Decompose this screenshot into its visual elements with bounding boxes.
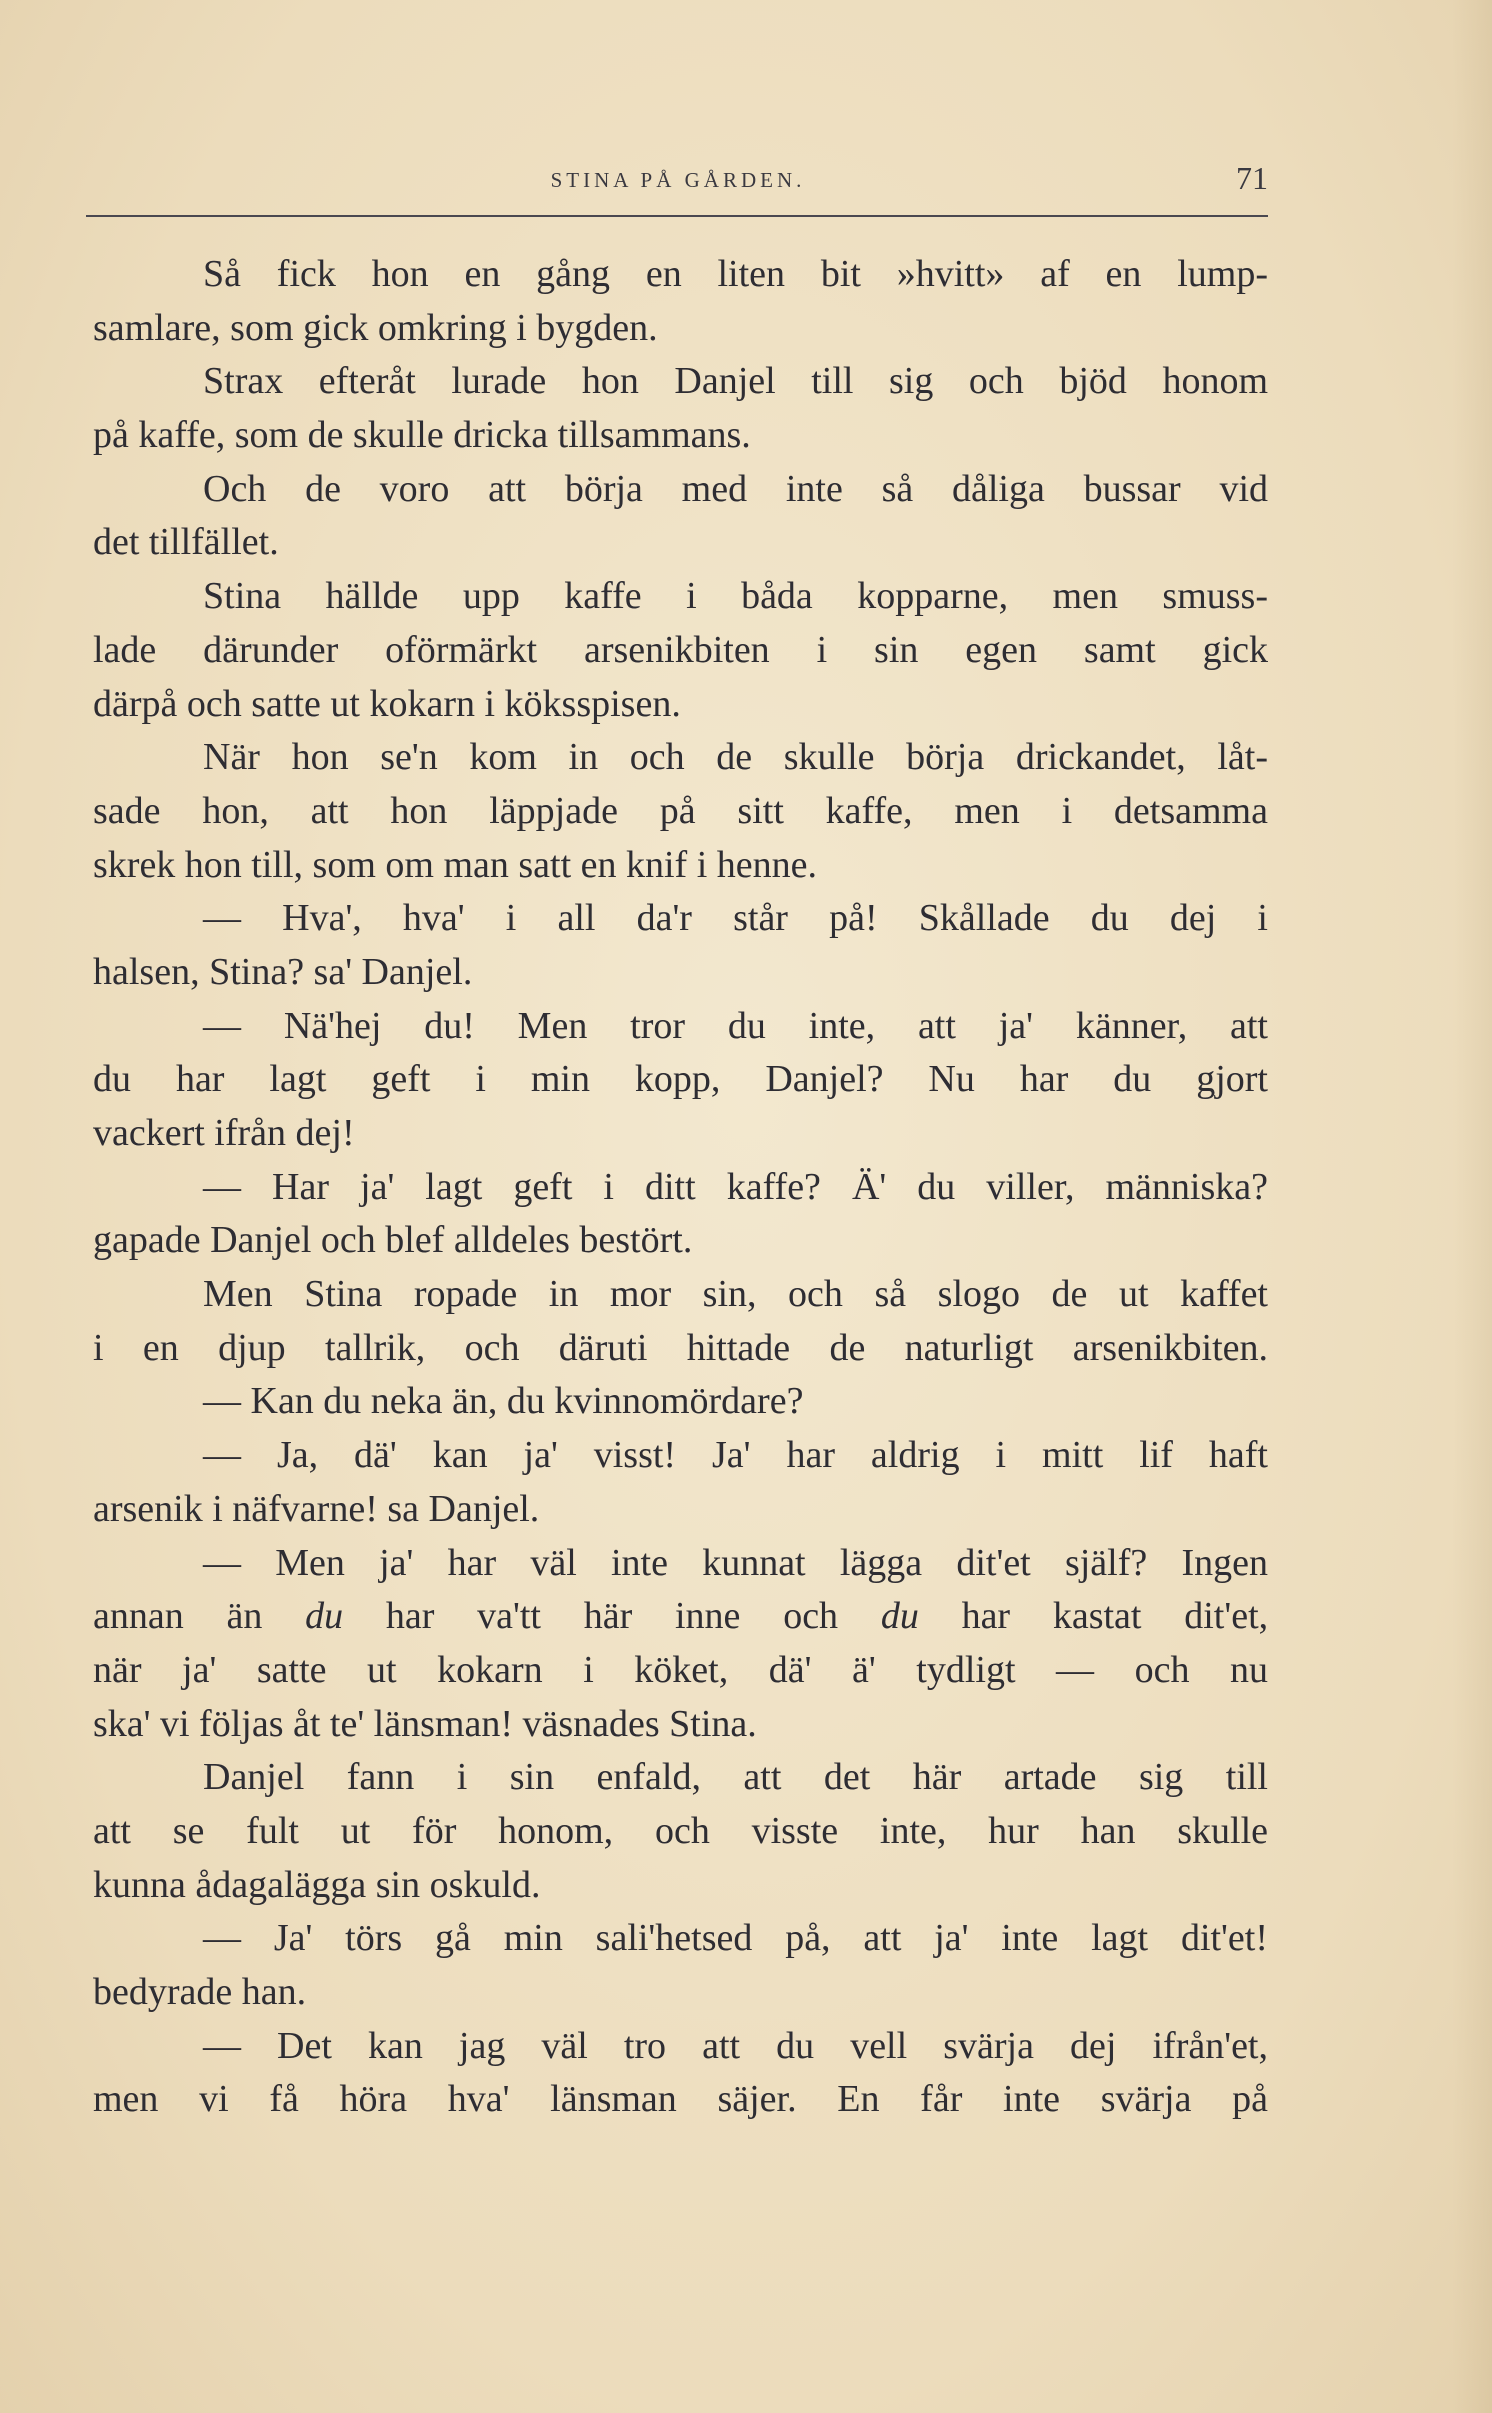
text-line: lade därunder oförmärkt arsenikbiten i sin egen samt gick — [93, 628, 1268, 671]
text-line: samlare, som gick omkring i bygden. — [93, 306, 658, 349]
text-line: — Men ja' har väl inte kunnat lägga dit'et själf? Ingen — [203, 1541, 1268, 1584]
page-edge-shadow — [1452, 0, 1492, 2413]
text-line: Så fick hon en gång en liten bit »hvitt» af en lump- — [203, 253, 1268, 295]
italic-word: du — [305, 1595, 344, 1638]
text-line: du har lagt geft i min kopp, Danjel? Nu har du gjort — [93, 1058, 1268, 1101]
text-line: det tillfället. — [93, 521, 279, 564]
running-title: STINA PÅ GÅRDEN. — [550, 168, 806, 192]
body-text — [93, 248, 1268, 2127]
text-line: när ja' satte ut kokarn i köket, dä' ä' tydligt — och nu — [93, 1648, 1268, 1691]
text-line: skrek hon till, som om man satt en knif i henne. — [93, 843, 818, 886]
text-line: Och de voro att börja med inte så dåliga bussar vid — [203, 467, 1268, 510]
text-line: bedyrade han. — [93, 1971, 307, 2013]
text-line: — Det kan jag väl tro att du vell svärja dej ifrån'et, — [203, 2024, 1268, 2067]
text-line: vackert ifrån dej! — [93, 1112, 355, 1154]
text-line: gapade Danjel och blef alldeles bestört. — [93, 1219, 693, 1262]
text-line: — Hva', hva' i all da'r står på! Skållade du dej i — [203, 897, 1268, 940]
text-line: — Ja, dä' kan ja' visst! Ja' har aldrig i mitt lif haft — [203, 1434, 1268, 1477]
page-number: 71 — [1236, 160, 1268, 196]
text-line: När hon se'n kom in och de skulle börja drickandet, låt- — [203, 736, 1268, 779]
running-head — [88, 160, 1268, 200]
text-line: kunna ådagalägga sin oskuld. — [93, 1863, 541, 1906]
text-line: men vi få höra hva' länsman säjer. En får inte svärja på — [93, 2078, 1268, 2121]
text-line: arsenik i näfvarne! sa Danjel. — [93, 1487, 540, 1530]
text-line: Stina hällde upp kaffe i båda kopparne, men smuss- — [203, 575, 1268, 618]
text-line: på kaffe, som de skulle dricka tillsammans. — [93, 414, 751, 457]
text-line: — Nä'hej du! Men tror du inte, att ja' känner, att — [203, 1004, 1268, 1047]
text-line: Danjel fann i sin enfald, att det här artade sig till — [203, 1756, 1268, 1799]
text-line: Strax efteråt lurade hon Danjel till sig och bjöd honom — [203, 360, 1268, 403]
text-line: — Kan du neka än, du kvinnomördare? — [203, 1380, 804, 1423]
text-line: halsen, Stina? sa' Danjel. — [93, 950, 473, 993]
text-line: — Ja' törs gå min sali'hetsed på, att ja' inte lagt dit'et! — [203, 1917, 1268, 1960]
italic-word: du — [880, 1595, 919, 1638]
text-line: ska' vi följas åt te' länsman! väsnades Stina. — [93, 1702, 757, 1745]
text-line: sade hon, att hon läppjade på sitt kaffe, men i detsamma — [93, 789, 1268, 832]
text-line: därpå och satte ut kokarn i köksspisen. — [93, 682, 681, 725]
text-line: att se fult ut för honom, och visste inte, hur han skulle — [93, 1809, 1268, 1852]
text-line: — Har ja' lagt geft i ditt kaffe? Ä' du viller, människa? — [203, 1165, 1268, 1208]
text-line: Men Stina ropade in mor sin, och så slogo de ut kaffet — [203, 1273, 1268, 1316]
text-line: i en djup tallrik, och däruti hittade de naturligt arsenikbiten. — [93, 1326, 1268, 1369]
text-line: annan än du har va'tt här inne och du har kastat dit'et, — [93, 1595, 1268, 1638]
header-rule — [86, 215, 1268, 217]
